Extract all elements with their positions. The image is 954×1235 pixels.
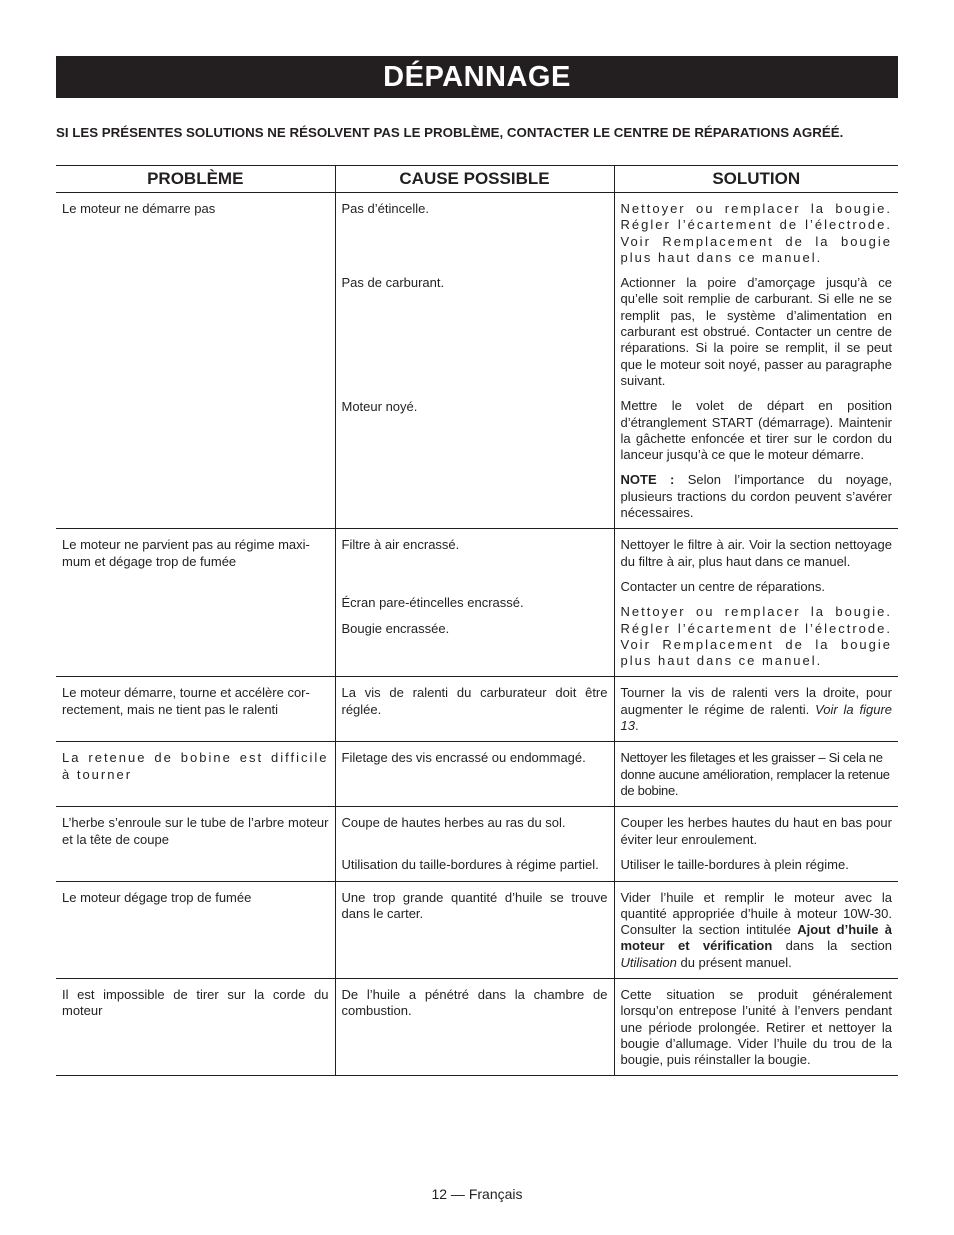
- cause-cell: [335, 881, 614, 978]
- problem-text: Le moteur démarre, tourne et accélère cor-rectement, mais ne tient pas le ralenti: [62, 685, 310, 717]
- solution-text-end: .: [634, 718, 639, 734]
- solution-cell: [614, 193, 898, 529]
- note-label: NOTE :: [620, 472, 675, 488]
- note-body: Selon l’importance du noyage, plusieurs tractions du cordon peuvent s’avérer nécessaires.: [620, 472, 892, 521]
- cause-text: Pas d’étincelle.: [341, 201, 429, 216]
- cause-text: Une trop grande quantité d’huile se trouve dans le carter.: [341, 889, 608, 921]
- solution-text: Utiliser le taille-bordures à plein régime.: [620, 856, 849, 872]
- solution-text: Contacter un centre de réparations.: [620, 578, 826, 594]
- warning-text: SI LES PRÉSENTES SOLUTIONS NE RÉSOLVENT PAS LE PROBLÈME, CONTACTER LE CENTRE DE RÉPARATIONS AGRÉÉ.: [56, 125, 844, 140]
- cause-text: De l’huile a pénétré dans la chambre de combustion.: [341, 986, 608, 1019]
- cause-text: Écran pare-étincelles encrassé.: [341, 595, 524, 611]
- solution-cell: [614, 881, 898, 978]
- header-problem: PROBLÈME: [56, 166, 335, 193]
- solution-cell: [614, 529, 898, 677]
- cause-text: Bougie encrassée.: [341, 621, 450, 637]
- problem-cell: [56, 677, 335, 742]
- problem-text: Le moteur ne parvient pas au régime maxi-mum et dégage trop de fumée: [62, 537, 310, 569]
- solution-text: Nettoyer ou remplacer la bougie. Régler l’écartement de l’électrode. Voir Remplacement de la bougie plus haut dans ce manuel.: [620, 201, 892, 265]
- page-title: DÉPANNAGE: [383, 61, 571, 93]
- cause-text: Filtre à air encrassé.: [341, 537, 460, 553]
- table-row: [56, 677, 898, 742]
- problem-text: Le moteur dégage trop de fumée: [62, 889, 252, 905]
- cause-text: Filetage des vis encrassé ou endommagé.: [341, 750, 586, 766]
- solution-section-italic: Utilisation: [620, 954, 677, 970]
- solution-section-ref: Ajout d’huile à moteur et vérification: [620, 922, 893, 954]
- cause-cell: [335, 529, 614, 677]
- cause-text: Coupe de hautes herbes au ras du sol.: [341, 815, 566, 831]
- solution-cell: [614, 978, 898, 1075]
- solution-figure-ref: Voir la figure 13: [620, 701, 893, 734]
- problem-cell: [56, 881, 335, 978]
- solution-text: Cette situation se produit généralement lorsqu’on entrepose l’unité à l’envers pendant une période prolongée. Retirer et nettoyer la bougie d’allumage. Vider l’huile du trou de la bougie, puis réinstaller la bougie.: [620, 986, 892, 1068]
- problem-text: Le moteur ne démarre pas: [62, 201, 216, 216]
- note-text: [621, 472, 893, 521]
- solution-cell: [614, 742, 898, 807]
- solution-text: Tourner la vis de ralenti vers la droite, pour augmenter le régime de ralenti.: [620, 685, 892, 717]
- cause-cell: [335, 978, 614, 1075]
- troubleshooting-table: [56, 165, 898, 1076]
- table-row: [56, 881, 898, 978]
- problem-cell: [56, 193, 335, 529]
- problem-text: L’herbe s’enroule sur le tube de l’arbre moteur et la tête de coupe: [62, 815, 329, 847]
- solution-text: Vider l’huile et remplir le moteur avec la quantité appropriée d’huile à moteur 10W-30. Consulter la section intitulée: [620, 889, 892, 938]
- table-row: [56, 529, 898, 677]
- table-row: [56, 978, 898, 1075]
- solution-text: du présent manuel.: [676, 954, 792, 970]
- solution-text: Couper les herbes hautes du haut en bas pour éviter leur enroulement.: [620, 815, 892, 847]
- solution-text: dans la section: [772, 938, 892, 954]
- cause-text: Utilisation du taille-bordures à régime partiel.: [341, 857, 599, 873]
- cause-text: Pas de carburant.: [341, 275, 445, 290]
- problem-cell: [56, 742, 335, 807]
- table-row: [56, 807, 898, 881]
- page-footer: 12 — Français: [431, 1186, 523, 1202]
- cause-text: Moteur noyé.: [341, 399, 418, 414]
- problem-cell: [56, 529, 335, 677]
- problem-text: La retenue de bobine est difficile à tourner: [62, 750, 329, 782]
- cause-cell: [335, 677, 614, 742]
- solution-text: Nettoyer ou remplacer la bougie. Régler l’écartement de l’électrode. Voir Remplacement de la bougie plus haut dans ce manuel.: [620, 604, 892, 669]
- header-cause: CAUSE POSSIBLE: [335, 166, 614, 193]
- page-title-bar: [56, 56, 898, 98]
- table-header-row: [56, 166, 898, 193]
- solution-text: Actionner la poire d’amorçage jusqu’à ce qu’elle soit remplie de carburant. Si elle ne se remplit pas, le système d’alimentation en carburant est obstrué. Contacter un centre de réparations. Si la poire se remplit, il se peut que le moteur soit noyé, passer au paragraphe suivant.: [620, 275, 892, 388]
- problem-cell: [56, 807, 335, 881]
- cause-cell: [335, 193, 614, 529]
- problem-cell: [56, 978, 335, 1075]
- header-solution: SOLUTION: [614, 166, 898, 193]
- cause-cell: [335, 807, 614, 881]
- cause-cell: [335, 742, 614, 807]
- solution-text: Nettoyer le filtre à air. Voir la section nettoyage du filtre à air, plus haut dans ce manuel.: [620, 537, 892, 569]
- table-row: [56, 742, 898, 807]
- problem-text: Il est impossible de tirer sur la corde du moteur: [62, 986, 329, 1019]
- solution-text: Mettre le volet de départ en position d’étranglement START (démarrage). Maintenir la gâchette enfoncée et tirer sur le cordon du lanceur jusqu’à ce que le moteur démarre.: [620, 398, 892, 463]
- table-row: [56, 193, 898, 529]
- solution-text: Nettoyer les filetages et les graisser – Si cela ne donne aucune amélioration, remplacer la retenue de bobine.: [620, 750, 890, 798]
- solution-cell: [614, 807, 898, 881]
- cause-text: La vis de ralenti du carburateur doit être réglée.: [341, 685, 608, 717]
- solution-cell: [614, 677, 898, 742]
